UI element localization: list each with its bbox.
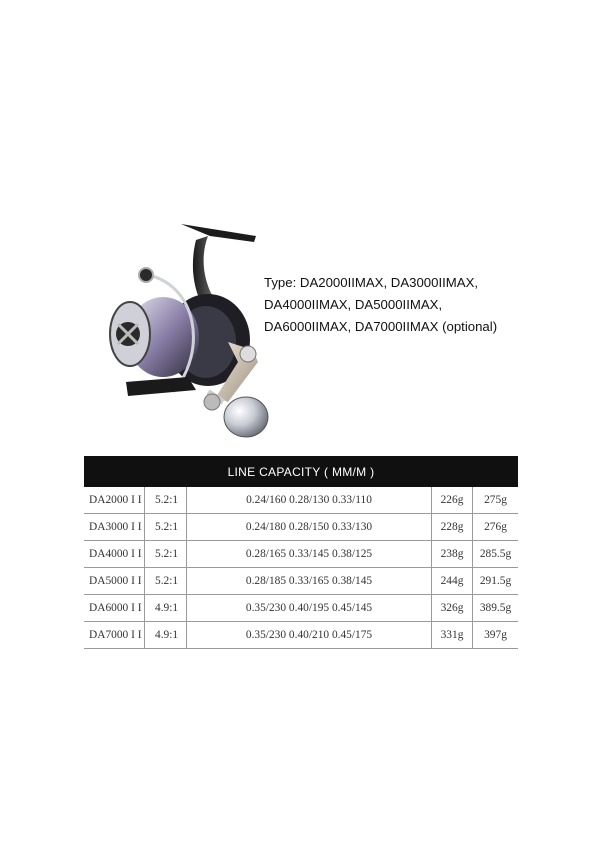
spec-table xyxy=(84,456,518,649)
weight-max-cell: 285.5g xyxy=(472,541,518,567)
model-cell: DA3000 I I xyxy=(89,521,142,533)
table-header: LINE CAPACITY ( MM/M ) xyxy=(84,456,518,487)
type-line: Type: DA2000IIMAX, DA3000IIMAX, xyxy=(264,275,479,290)
gear-ratio-cell: 5.2:1 xyxy=(144,568,186,594)
table-row xyxy=(84,514,518,541)
weight-cell: 228g xyxy=(440,521,464,533)
gear-ratio-cell: 5.2:1 xyxy=(144,541,186,567)
table-row xyxy=(84,595,518,622)
gear-ratio-cell: 4.9:1 xyxy=(144,622,186,648)
line-capacity-cell: 0.28/185 0.33/165 0.38/145 xyxy=(186,568,432,594)
table-row xyxy=(84,568,518,595)
weight-cell: 244g xyxy=(440,575,464,587)
type-line: DA6000IIMAX, DA7000IIMAX (optional) xyxy=(264,319,498,334)
weight-max-cell: 291.5g xyxy=(472,568,518,594)
table-row xyxy=(84,622,518,649)
model-type-list xyxy=(264,272,564,338)
weight-max-cell: 389.5g xyxy=(472,595,518,621)
model-cell: DA6000 I I xyxy=(89,602,142,614)
weight-cell: 226g xyxy=(440,494,464,506)
model-cell: DA2000 I I xyxy=(89,494,142,506)
gear-ratio-cell: 5.2:1 xyxy=(144,487,186,513)
line-capacity-cell: 0.35/230 0.40/195 0.45/145 xyxy=(186,595,432,621)
weight-cell: 238g xyxy=(440,548,464,560)
type-line: DA4000IIMAX, DA5000IIMAX, xyxy=(264,297,443,312)
model-cell: DA5000 I I xyxy=(89,575,142,587)
line-capacity-cell: 0.24/160 0.28/130 0.33/110 xyxy=(186,487,432,513)
table-row xyxy=(84,541,518,568)
model-cell: DA7000 I I xyxy=(89,629,142,641)
weight-cell: 331g xyxy=(440,629,464,641)
line-capacity-cell: 0.35/230 0.40/210 0.45/175 xyxy=(186,622,432,648)
gear-ratio-cell: 4.9:1 xyxy=(144,595,186,621)
model-cell: DA4000 I I xyxy=(89,548,142,560)
table-row xyxy=(84,487,518,514)
weight-max-cell: 275g xyxy=(472,487,518,513)
weight-cell: 326g xyxy=(440,602,464,614)
line-capacity-cell: 0.24/180 0.28/150 0.33/130 xyxy=(186,514,432,540)
gear-ratio-cell: 5.2:1 xyxy=(144,514,186,540)
line-capacity-cell: 0.28/165 0.33/145 0.38/125 xyxy=(186,541,432,567)
spinning-reel-image xyxy=(88,212,278,447)
weight-max-cell: 397g xyxy=(472,622,518,648)
weight-max-cell: 276g xyxy=(472,514,518,540)
